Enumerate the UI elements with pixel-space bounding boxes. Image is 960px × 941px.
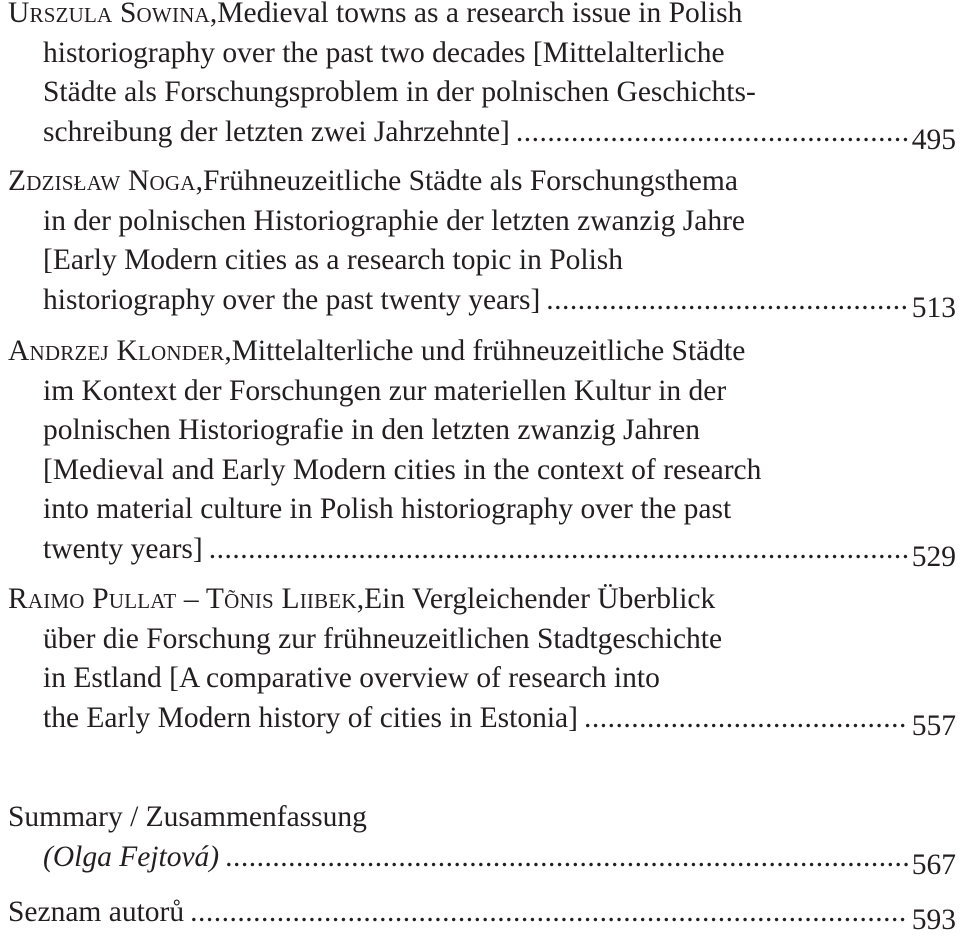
entry-title-end: historiography over the past twenty years]	[43, 283, 541, 316]
page-number: 593	[911, 904, 956, 936]
authors-line	[8, 893, 956, 936]
authors-entry	[8, 893, 956, 936]
toc-entry	[8, 162, 956, 324]
toc-entry	[8, 0, 956, 156]
summary-translator: (Olga Fejtová)	[43, 840, 220, 873]
entry-first-line	[8, 580, 956, 620]
entry-last-line	[8, 699, 956, 742]
entry-title-end: twenty years]	[43, 532, 203, 565]
entry-last-line	[8, 530, 956, 573]
entry-title-end: the Early Modern history of cities in Estonia]	[43, 701, 578, 734]
toc-entry	[8, 580, 956, 742]
entry-last-line	[8, 281, 956, 324]
summary-title: Summary / Zusammenfassung	[8, 801, 367, 833]
entry-title-line: [Early Modern cities as a research topic in Polish	[43, 244, 623, 276]
entry-title-start: Mittelalterliche und frühneuzeitliche Städte	[231, 335, 746, 367]
entry-title-line: polnischen Historiografie in den letzten zwanzig Jahren	[43, 414, 700, 446]
summary-last-line	[8, 838, 956, 881]
entry-last-line	[8, 113, 956, 156]
entry-author: Zdzisław Noga	[8, 165, 196, 197]
entry-title-line: historiography over the past two decades [Mittelalterliche	[43, 36, 725, 69]
dot-leader	[516, 113, 908, 153]
entry-author: Andrzej Klonder	[8, 335, 225, 367]
entry-title-line: into material culture in Polish historiography over the past	[43, 493, 732, 525]
entry-title-end: schreibung der letzten zwei Jahrzehnte]	[43, 115, 510, 148]
summary-entry	[8, 798, 956, 881]
entry-separator: ,	[356, 583, 365, 615]
entry-separator: ,	[209, 0, 218, 29]
entry-title-line: im Kontext der Forschungen zur materiellen Kultur in der	[43, 374, 727, 407]
dot-leader	[546, 281, 907, 321]
page-number: 513	[911, 291, 956, 324]
entry-title-start: Frühneuzeitliche Städte als Forschungsthema	[202, 165, 738, 197]
entry-first-line	[8, 0, 956, 34]
entry-separator: ,	[195, 165, 203, 197]
entry-title-start: Ein Vergleichender Überblick	[364, 583, 716, 615]
dot-leader	[225, 838, 908, 878]
dot-leader	[584, 699, 908, 739]
dot-leader	[209, 530, 908, 570]
page-number: 557	[911, 709, 956, 742]
dot-leader	[190, 893, 908, 933]
entry-title-line: in Estland [A comparative overview of research into	[43, 662, 660, 694]
entry-title-line: in der polnischen Historiographie der letzten zwanzig Jahre	[43, 204, 746, 237]
authors-title: Seznam autorů	[8, 896, 185, 928]
entry-first-line	[8, 162, 956, 202]
entry-first-line	[8, 332, 956, 372]
entry-title-line: über die Forschung zur frühneuzeitlichen Stadtgeschichte	[43, 622, 723, 655]
page-number: 529	[911, 540, 956, 573]
page-number: 495	[911, 123, 956, 156]
entry-author: Urszula Sowina	[8, 0, 210, 29]
entry-title-line: [Medieval and Early Modern cities in the context of research	[43, 453, 762, 486]
toc-entry	[8, 332, 956, 573]
entry-title-line: Städte als Forschungsproblem in der polnischen Geschichts-	[43, 76, 756, 108]
entry-title-start: Medieval towns as a research issue in Polish	[217, 0, 743, 29]
page-number: 567	[911, 848, 956, 881]
entry-author: Raimo Pullat – Tõnis Liibek	[8, 583, 357, 615]
entry-separator: ,	[224, 335, 232, 367]
